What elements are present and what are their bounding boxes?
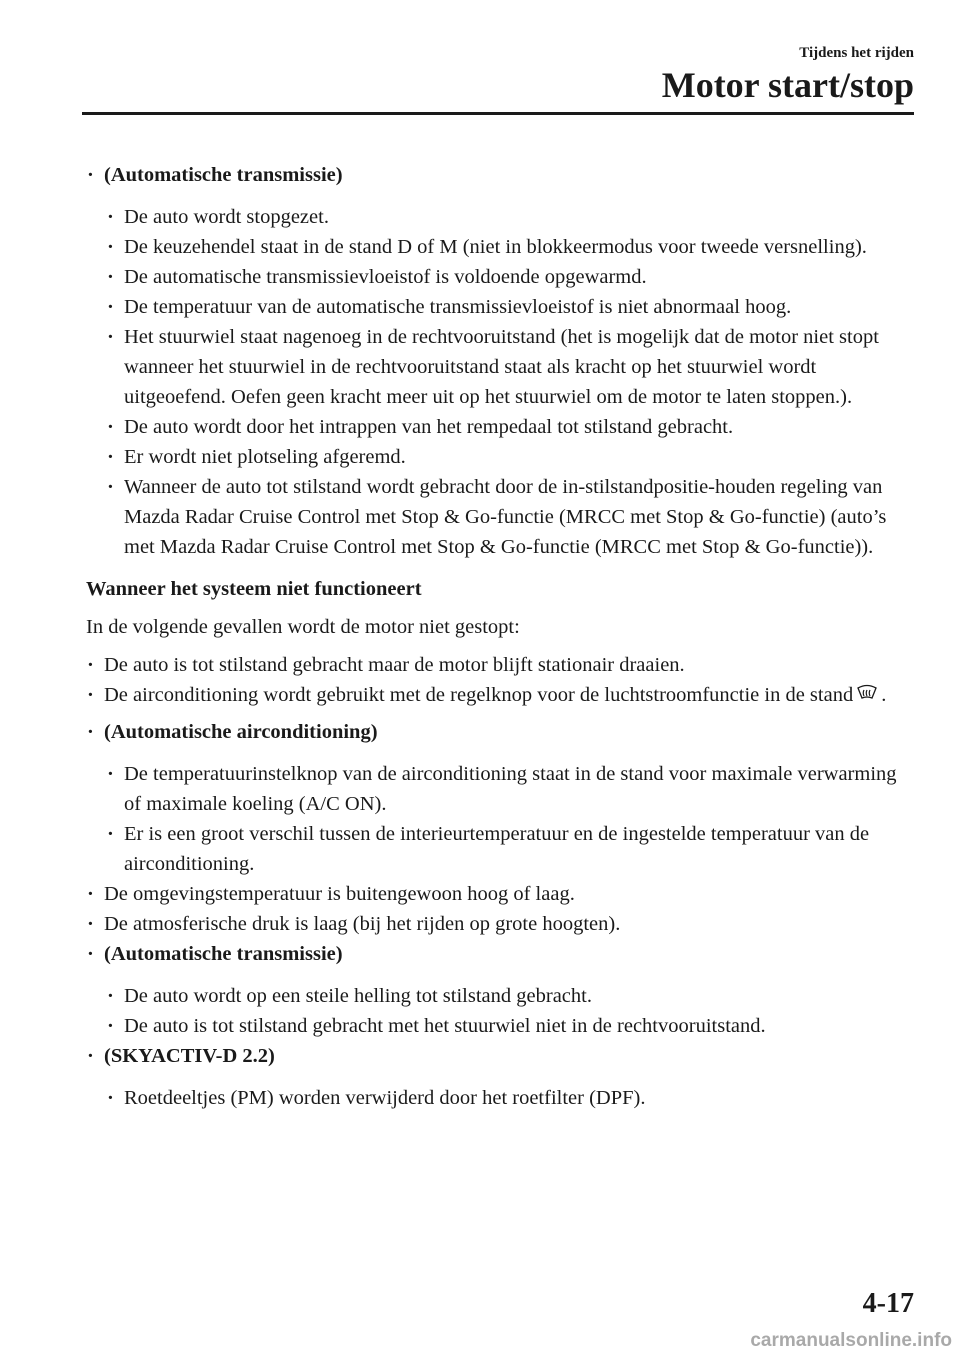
list-item-text: De auto is tot stilstand gebracht maar de motor blijft stationair draaien. [104, 654, 685, 676]
list-item [86, 909, 918, 939]
sub-list [106, 202, 918, 562]
list-item-text: De omgevingstemperatuur is buitengewoon hoog of laag. [104, 883, 575, 905]
list-item-text: De auto wordt stopgezet. [124, 206, 329, 228]
list-item [106, 981, 918, 1011]
block-heading: (Automatische airconditioning) [104, 721, 378, 743]
list-item-heading [86, 160, 918, 190]
list-item [106, 292, 918, 322]
block-heading: (Automatische transmissie) [104, 943, 343, 965]
page-header [662, 44, 914, 106]
list-item-text: De keuzehendel staat in de stand D of M (niet in blokkeermodus voor tweede versnelling). [124, 236, 867, 258]
page-content [86, 160, 918, 1113]
list-item-heading [86, 939, 918, 969]
list-item-heading [86, 1041, 918, 1071]
watermark: carmanualsonline.info [750, 1330, 952, 1351]
list-item [106, 262, 918, 292]
list-item-text: Het stuurwiel staat nagenoeg in de rechtvooruitstand (het is mogelijk dat de motor niet stopt wanneer het stuurwiel in de rechtvooruitstand staat als kracht op het stuurwiel wordt uitgeoefend. Oefen geen kracht meer uit op het stuurwiel om de motor te laten stoppen.). [124, 326, 879, 408]
section-label: Tijdens het rijden [799, 45, 914, 61]
page-number: 4-17 [862, 1288, 914, 1319]
block-heading: (SKYACTIV-D 2.2) [104, 1045, 275, 1067]
sub-list [106, 1083, 918, 1113]
list-item [86, 680, 918, 713]
list-item [106, 472, 918, 562]
block-heading: (Automatische transmissie) [104, 164, 343, 186]
list-item-text: De airconditioning wordt gebruikt met de regelknop voor de luchtstroomfunctie in de stand [104, 684, 854, 706]
list-item-text: De auto wordt door het intrappen van het rempedaal tot stilstand gebracht. [124, 416, 734, 438]
list-item [106, 1083, 918, 1113]
list-item-text: Roetdeeltjes (PM) worden verwijderd door het roetfilter (DPF). [124, 1087, 646, 1109]
list-item [106, 232, 918, 262]
page-title: Motor start/stop [661, 65, 914, 105]
list-item-text: Er wordt niet plotseling afgeremd. [124, 446, 406, 468]
list-item-text: De auto is tot stilstand gebracht met het stuurwiel niet in de rechtvooruitstand. [124, 1015, 766, 1037]
list-item [106, 759, 918, 819]
section-heading: Wanneer het systeem niet functioneert [86, 578, 422, 600]
list-item-text: De auto wordt op een steile helling tot stilstand gebracht. [124, 985, 592, 1007]
windshield-defrost-icon [856, 683, 878, 713]
list-item [86, 879, 918, 909]
list-item-text: De automatische transmissievloeistof is voldoende opgewarmd. [124, 266, 647, 288]
list-item [106, 412, 918, 442]
list-item-text: De temperatuur van de automatische transmissievloeistof is niet abnormaal hoog. [124, 296, 792, 318]
list-item-text: De atmosferische druk is laag (bij het rijden op grote hoogten). [104, 913, 621, 935]
list-item [106, 1011, 918, 1041]
list-item [106, 202, 918, 232]
list-item-text: De temperatuurinstelknop van de airconditioning staat in de stand voor maximale verwarming of maximale koeling (A/C ON). [124, 763, 897, 815]
list-item-heading [86, 717, 918, 747]
list-item [106, 322, 918, 412]
list-item-text: Wanneer de auto tot stilstand wordt gebracht door de in-stilstandpositie-houden regeling van Mazda Radar Cruise Control met Stop & Go-functie (MRCC met Stop & Go-functie) (auto’s met Mazda Radar Cruise Control met Stop & Go-functie (MRCC met Stop & Go-functie)). [124, 476, 887, 558]
list-item [86, 650, 918, 680]
list-item-text: Er is een groot verschil tussen de interieurtemperatuur en de ingestelde temperatuur van de airconditioning. [124, 823, 870, 875]
sub-list [106, 981, 918, 1041]
header-divider [82, 112, 914, 115]
sub-list [106, 759, 918, 879]
list-item [106, 442, 918, 472]
section-intro: In de volgende gevallen wordt de motor niet gestopt: [86, 616, 520, 638]
list-item [106, 819, 918, 879]
list-item-text-end: . [881, 684, 887, 706]
